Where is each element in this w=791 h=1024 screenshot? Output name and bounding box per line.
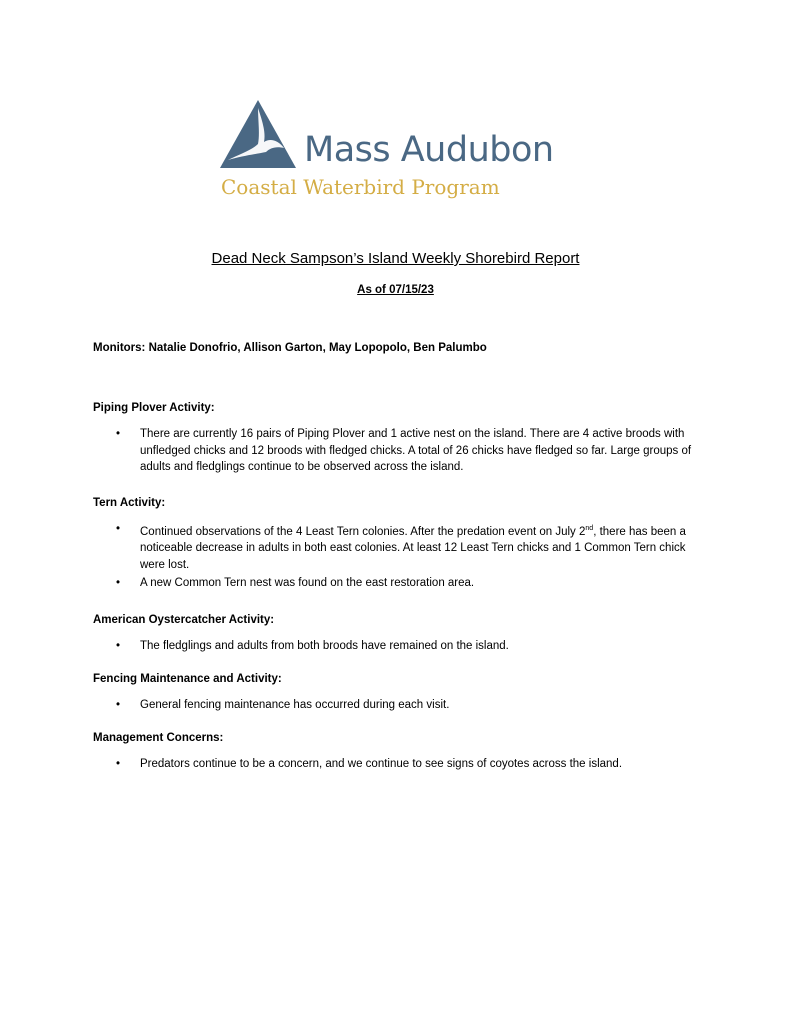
text-part: Continued observations of the 4 Least Tern colonies. After the predation event on July 2 [140,525,586,538]
bullet-icon: • [116,577,121,590]
section-heading: American Oystercatcher Activity: [93,614,275,626]
list-item [93,697,703,714]
bullet-list [93,697,703,714]
monitors-line: Monitors: Natalie Donofrio, Allison Garton, May Lopopolo, Ben Palumbo [93,342,487,354]
section-heading: Fencing Maintenance and Activity: [93,673,282,685]
report-date: As of 07/15/23 [357,284,434,296]
section-piping-plover [93,402,703,476]
ordinal-suffix: nd [585,525,594,532]
bullet-list [93,638,703,655]
mass-audubon-logo [218,98,554,208]
bullet-list [93,756,703,773]
list-item [93,638,703,655]
list-item-text: General fencing maintenance has occurred during each visit. [140,699,450,711]
list-item-text: The fledglings and adults from both broods have remained on the island. [140,640,509,652]
section-management-concerns [93,732,703,773]
bullet-icon: • [116,699,121,711]
text-part: , there has been a noticeable decrease in adults in both east colonies. At least 12 Least Tern chicks and 1 Common Tern chick were lost. [140,525,686,571]
bird-triangle-icon [218,98,298,170]
report-title: Dead Neck Sampson’s Island Weekly Shorebird Report [211,250,580,267]
section-fencing [93,673,703,714]
bullet-icon: • [116,428,121,440]
logo-program-name: Coastal Waterbird Program [221,175,500,199]
list-item-text: Predators continue to be a concern, and we continue to see signs of coyotes across the island. [140,758,623,770]
logo-organization-name: Mass Audubon [304,130,554,170]
bullet-icon: • [116,640,121,652]
section-heading: Tern Activity: [93,497,166,509]
section-heading: Management Concerns: [93,732,224,744]
list-item-text [140,526,686,571]
bullet-icon: • [116,758,121,770]
bullet-list [93,426,703,476]
bullet-list [93,521,703,592]
bullet-icon: • [116,523,121,535]
section-tern [93,497,703,592]
section-oystercatcher [93,614,703,655]
list-item [93,756,703,773]
list-item-text: A new Common Tern nest was found on the east restoration area. [140,577,475,590]
list-item [93,521,703,573]
list-item [93,426,703,476]
list-item-text: There are currently 16 pairs of Piping Plover and 1 active nest on the island. There are 4 active broods with unfledged chicks and 12 broods with fledged chicks. A total of 26 chicks have fledged so far. Large groups of adults and fledglings continue to be observed across the island. [140,428,692,473]
list-item [93,575,703,592]
section-heading: Piping Plover Activity: [93,402,215,414]
